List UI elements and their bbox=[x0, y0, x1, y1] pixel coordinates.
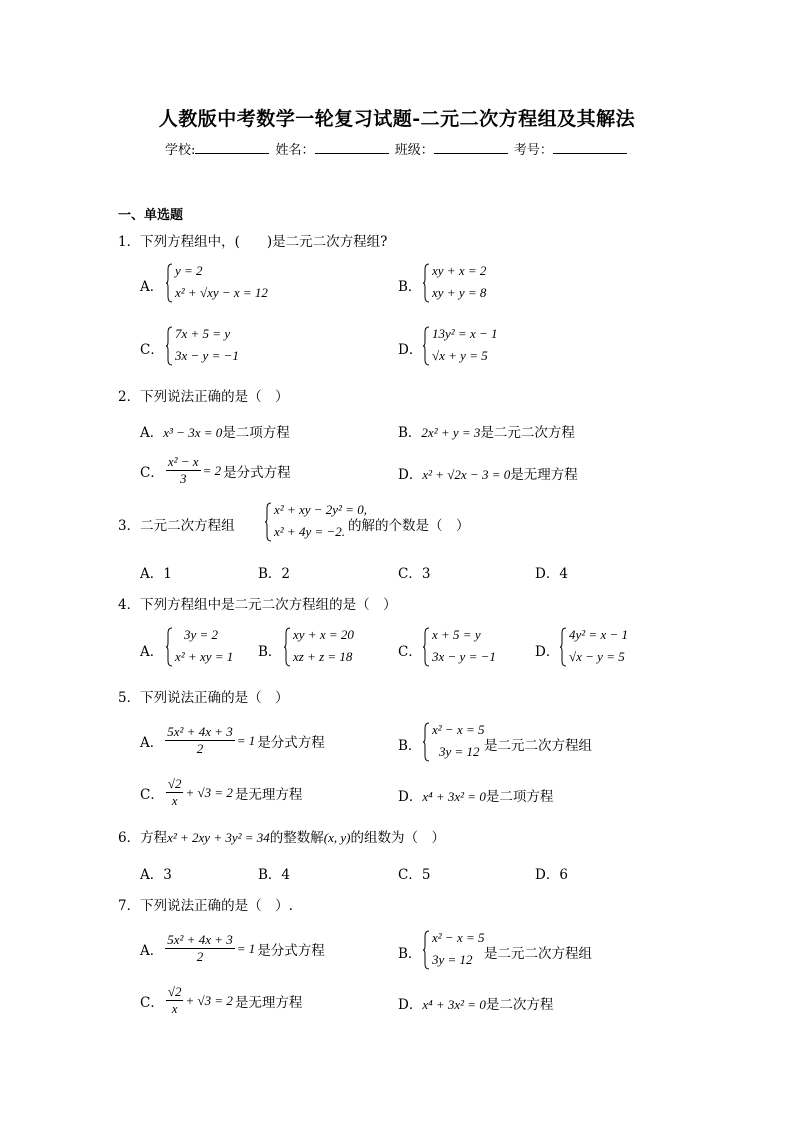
q7-a-numerator: 5x² + 4x + 3 bbox=[167, 932, 233, 947]
q2-c-fraction bbox=[166, 454, 201, 487]
q2-d-math: x² + √2x − 3 = 0 bbox=[422, 467, 511, 482]
q7-d-text: 是二次方程 bbox=[485, 997, 554, 1013]
id-label: 考号： bbox=[513, 143, 553, 158]
q5-d-math: x⁴ + 3x² = 0 bbox=[422, 789, 486, 804]
q5-option-a bbox=[140, 724, 325, 757]
q2-c-math: = 2 bbox=[202, 462, 222, 478]
q5-a-label: A． bbox=[140, 734, 164, 751]
q7-c-text: 是无理方程 bbox=[234, 994, 303, 1011]
q7-option-a bbox=[140, 932, 325, 965]
q7-c-numerator: √2 bbox=[167, 984, 182, 999]
q5-a-math: = 1 bbox=[236, 732, 256, 748]
q1-d-eq1: 13y² = x − 1 bbox=[432, 326, 498, 341]
q6-pair: (x, y) bbox=[323, 830, 351, 845]
q6-pre: 6．方程 bbox=[118, 830, 168, 846]
q7-d-math: x⁴ + 3x² = 0 bbox=[422, 997, 486, 1012]
q7-a-fraction bbox=[165, 932, 234, 965]
q5-c-fraction bbox=[166, 776, 184, 809]
q5-a-denominator: 2 bbox=[196, 741, 204, 756]
brace-icon bbox=[265, 502, 271, 542]
q5-a-numerator: 5x² + 4x + 3 bbox=[167, 724, 233, 739]
q6-math: x² + 2xy + 3y² = 34 bbox=[167, 830, 270, 845]
brace-icon bbox=[284, 627, 290, 667]
school-blank[interactable] bbox=[195, 140, 269, 154]
q2-b-text: 是二元二次方程 bbox=[480, 425, 575, 441]
q1-d-eq2: √x + y = 5 bbox=[432, 348, 488, 363]
q1-option-a-label: A． bbox=[140, 279, 164, 295]
student-info-line bbox=[165, 139, 629, 158]
q6-option-c: C．5 bbox=[398, 867, 431, 883]
q7-d-label: D． bbox=[398, 997, 423, 1013]
q4-a-eq2: x² + xy = 1 bbox=[175, 649, 234, 664]
q5-option-b-label: B． bbox=[398, 738, 422, 754]
q2-c-denominator: 3 bbox=[179, 471, 187, 486]
brace-icon bbox=[166, 326, 172, 366]
brace-icon bbox=[423, 930, 429, 970]
q4-c-eq2: 3x − y = −1 bbox=[432, 649, 496, 664]
q5-c-math: + √3 = 2 bbox=[185, 784, 233, 800]
q7-option-c bbox=[140, 984, 302, 1017]
q2-option-d bbox=[398, 463, 578, 483]
q2-b-math: 2x² + y = 3 bbox=[421, 425, 481, 440]
q2-a-label: A． bbox=[140, 425, 164, 441]
q1-a-eq1: y = 2 bbox=[175, 263, 203, 278]
q1-c-eq1: 7x + 5 = y bbox=[175, 326, 231, 341]
q4-option-b-label: B． bbox=[258, 644, 282, 660]
question-3-pre: 3．二元二次方程组 bbox=[118, 518, 235, 534]
q5-b-eq2: 3y = 12 bbox=[439, 744, 480, 759]
q3-option-b: B．2 bbox=[258, 566, 291, 582]
q2-a-math: x³ − 3x = 0 bbox=[163, 425, 223, 440]
q7-a-math: = 1 bbox=[236, 940, 256, 956]
q5-a-text: 是分式方程 bbox=[257, 734, 325, 751]
q4-b-eq1: xy + x = 20 bbox=[293, 627, 354, 642]
q7-c-math: + √3 = 2 bbox=[185, 992, 233, 1008]
q2-a-text: 是二项方程 bbox=[222, 425, 290, 441]
q7-option-b-label: B． bbox=[398, 946, 422, 962]
class-blank[interactable] bbox=[434, 140, 508, 154]
brace-icon bbox=[560, 627, 566, 667]
q1-option-b-label: B． bbox=[398, 279, 422, 295]
page-title: 人教版中考数学一轮复习试题-二元二次方程组及其解法 bbox=[158, 108, 636, 130]
brace-icon bbox=[423, 263, 429, 303]
q5-c-numerator: √2 bbox=[167, 776, 182, 791]
q2-d-text: 是无理方程 bbox=[510, 467, 578, 483]
q3-option-d: D．4 bbox=[535, 566, 568, 582]
q6-post: 的组数为（ ） bbox=[350, 830, 445, 846]
q7-option-d bbox=[398, 993, 553, 1013]
name-blank[interactable] bbox=[315, 140, 389, 154]
q3-eq2: x² + 4y = −2. bbox=[274, 524, 346, 539]
q1-b-eq2: xy + y = 8 bbox=[432, 285, 487, 300]
question-5-stem: 5．下列说法正确的是（ ） bbox=[118, 690, 289, 706]
q1-option-d-label: D． bbox=[398, 342, 423, 358]
q7-c-label: C． bbox=[140, 994, 164, 1011]
q1-option-c-label: C． bbox=[140, 342, 164, 358]
q4-option-c-label: C． bbox=[398, 644, 422, 660]
q2-c-numerator: x² − x bbox=[167, 454, 199, 469]
q2-option-a bbox=[140, 421, 290, 441]
question-1-stem: 1．下列方程组中，( )是二元二次方程组? bbox=[118, 234, 388, 250]
name-label: 姓名： bbox=[275, 143, 315, 158]
q4-d-eq1: 4y² = x − 1 bbox=[569, 627, 628, 642]
brace-icon bbox=[166, 627, 172, 667]
q5-option-d bbox=[398, 785, 553, 805]
q2-c-text: 是分式方程 bbox=[223, 464, 291, 481]
q7-b-text: 是二元二次方程组 bbox=[484, 946, 592, 962]
q7-b-eq1: x² − x = 5 bbox=[432, 930, 485, 945]
q3-option-a: A．1 bbox=[140, 566, 172, 582]
id-blank[interactable] bbox=[553, 140, 627, 154]
q5-c-label: C． bbox=[140, 786, 164, 803]
q5-d-label: D． bbox=[398, 789, 423, 805]
q4-a-eq1: 3y = 2 bbox=[184, 627, 219, 642]
q4-d-eq2: √x − y = 5 bbox=[569, 649, 625, 664]
q7-b-eq2: 3y = 12 bbox=[432, 952, 473, 967]
q2-b-label: B． bbox=[398, 425, 422, 441]
question-3-post: 的解的个数是（ ） bbox=[348, 518, 470, 534]
q5-b-text: 是二元二次方程组 bbox=[484, 738, 592, 754]
q3-eq1: x² + xy − 2y² = 0, bbox=[274, 502, 367, 517]
q4-b-eq2: xz + z = 18 bbox=[293, 649, 353, 664]
q6-mid: 的整数解 bbox=[269, 830, 324, 846]
q7-c-denominator: x bbox=[171, 1001, 178, 1016]
section-heading: 一、单选题 bbox=[118, 208, 184, 223]
q5-a-fraction bbox=[165, 724, 234, 757]
question-2-stem: 2．下列说法正确的是（ ） bbox=[118, 389, 289, 405]
school-label: 学校: bbox=[165, 143, 196, 158]
q5-c-text: 是无理方程 bbox=[234, 786, 303, 803]
q7-c-fraction bbox=[166, 984, 184, 1017]
q6-option-d: D．6 bbox=[535, 867, 568, 883]
q6-option-b: B．4 bbox=[258, 867, 291, 883]
q7-a-text: 是分式方程 bbox=[257, 942, 325, 959]
q3-option-c: C．3 bbox=[398, 566, 431, 582]
q2-d-label: D． bbox=[398, 467, 423, 483]
q7-a-denominator: 2 bbox=[196, 949, 204, 964]
brace-icon bbox=[423, 722, 429, 762]
brace-icon bbox=[423, 627, 429, 667]
q5-option-c bbox=[140, 776, 302, 809]
question-7-stem: 7．下列说法正确的是（ ）. bbox=[118, 898, 293, 914]
q1-c-eq2: 3x − y = −1 bbox=[175, 348, 239, 363]
question-4-stem: 4．下列方程组中是二元二次方程组的是（ ） bbox=[118, 597, 397, 613]
q2-option-c bbox=[140, 454, 291, 487]
q5-b-eq1: x² − x = 5 bbox=[432, 722, 485, 737]
q1-b-eq1: xy + x = 2 bbox=[432, 263, 487, 278]
q7-a-label: A． bbox=[140, 942, 164, 959]
q5-c-denominator: x bbox=[171, 793, 178, 808]
question-6-stem bbox=[118, 826, 445, 846]
q6-option-a: A．3 bbox=[140, 867, 172, 883]
brace-icon bbox=[423, 326, 429, 366]
class-label: 班级： bbox=[394, 143, 434, 158]
q5-d-text: 是二项方程 bbox=[485, 789, 554, 805]
q2-c-label: C． bbox=[140, 464, 164, 481]
q1-a-eq2: x² + √xy − x = 12 bbox=[175, 285, 268, 300]
brace-icon bbox=[166, 263, 172, 303]
q2-option-b bbox=[398, 421, 575, 441]
q4-c-eq1: x + 5 = y bbox=[432, 627, 481, 642]
q4-option-d-label: D． bbox=[535, 644, 560, 660]
q4-option-a-label: A． bbox=[140, 644, 164, 660]
